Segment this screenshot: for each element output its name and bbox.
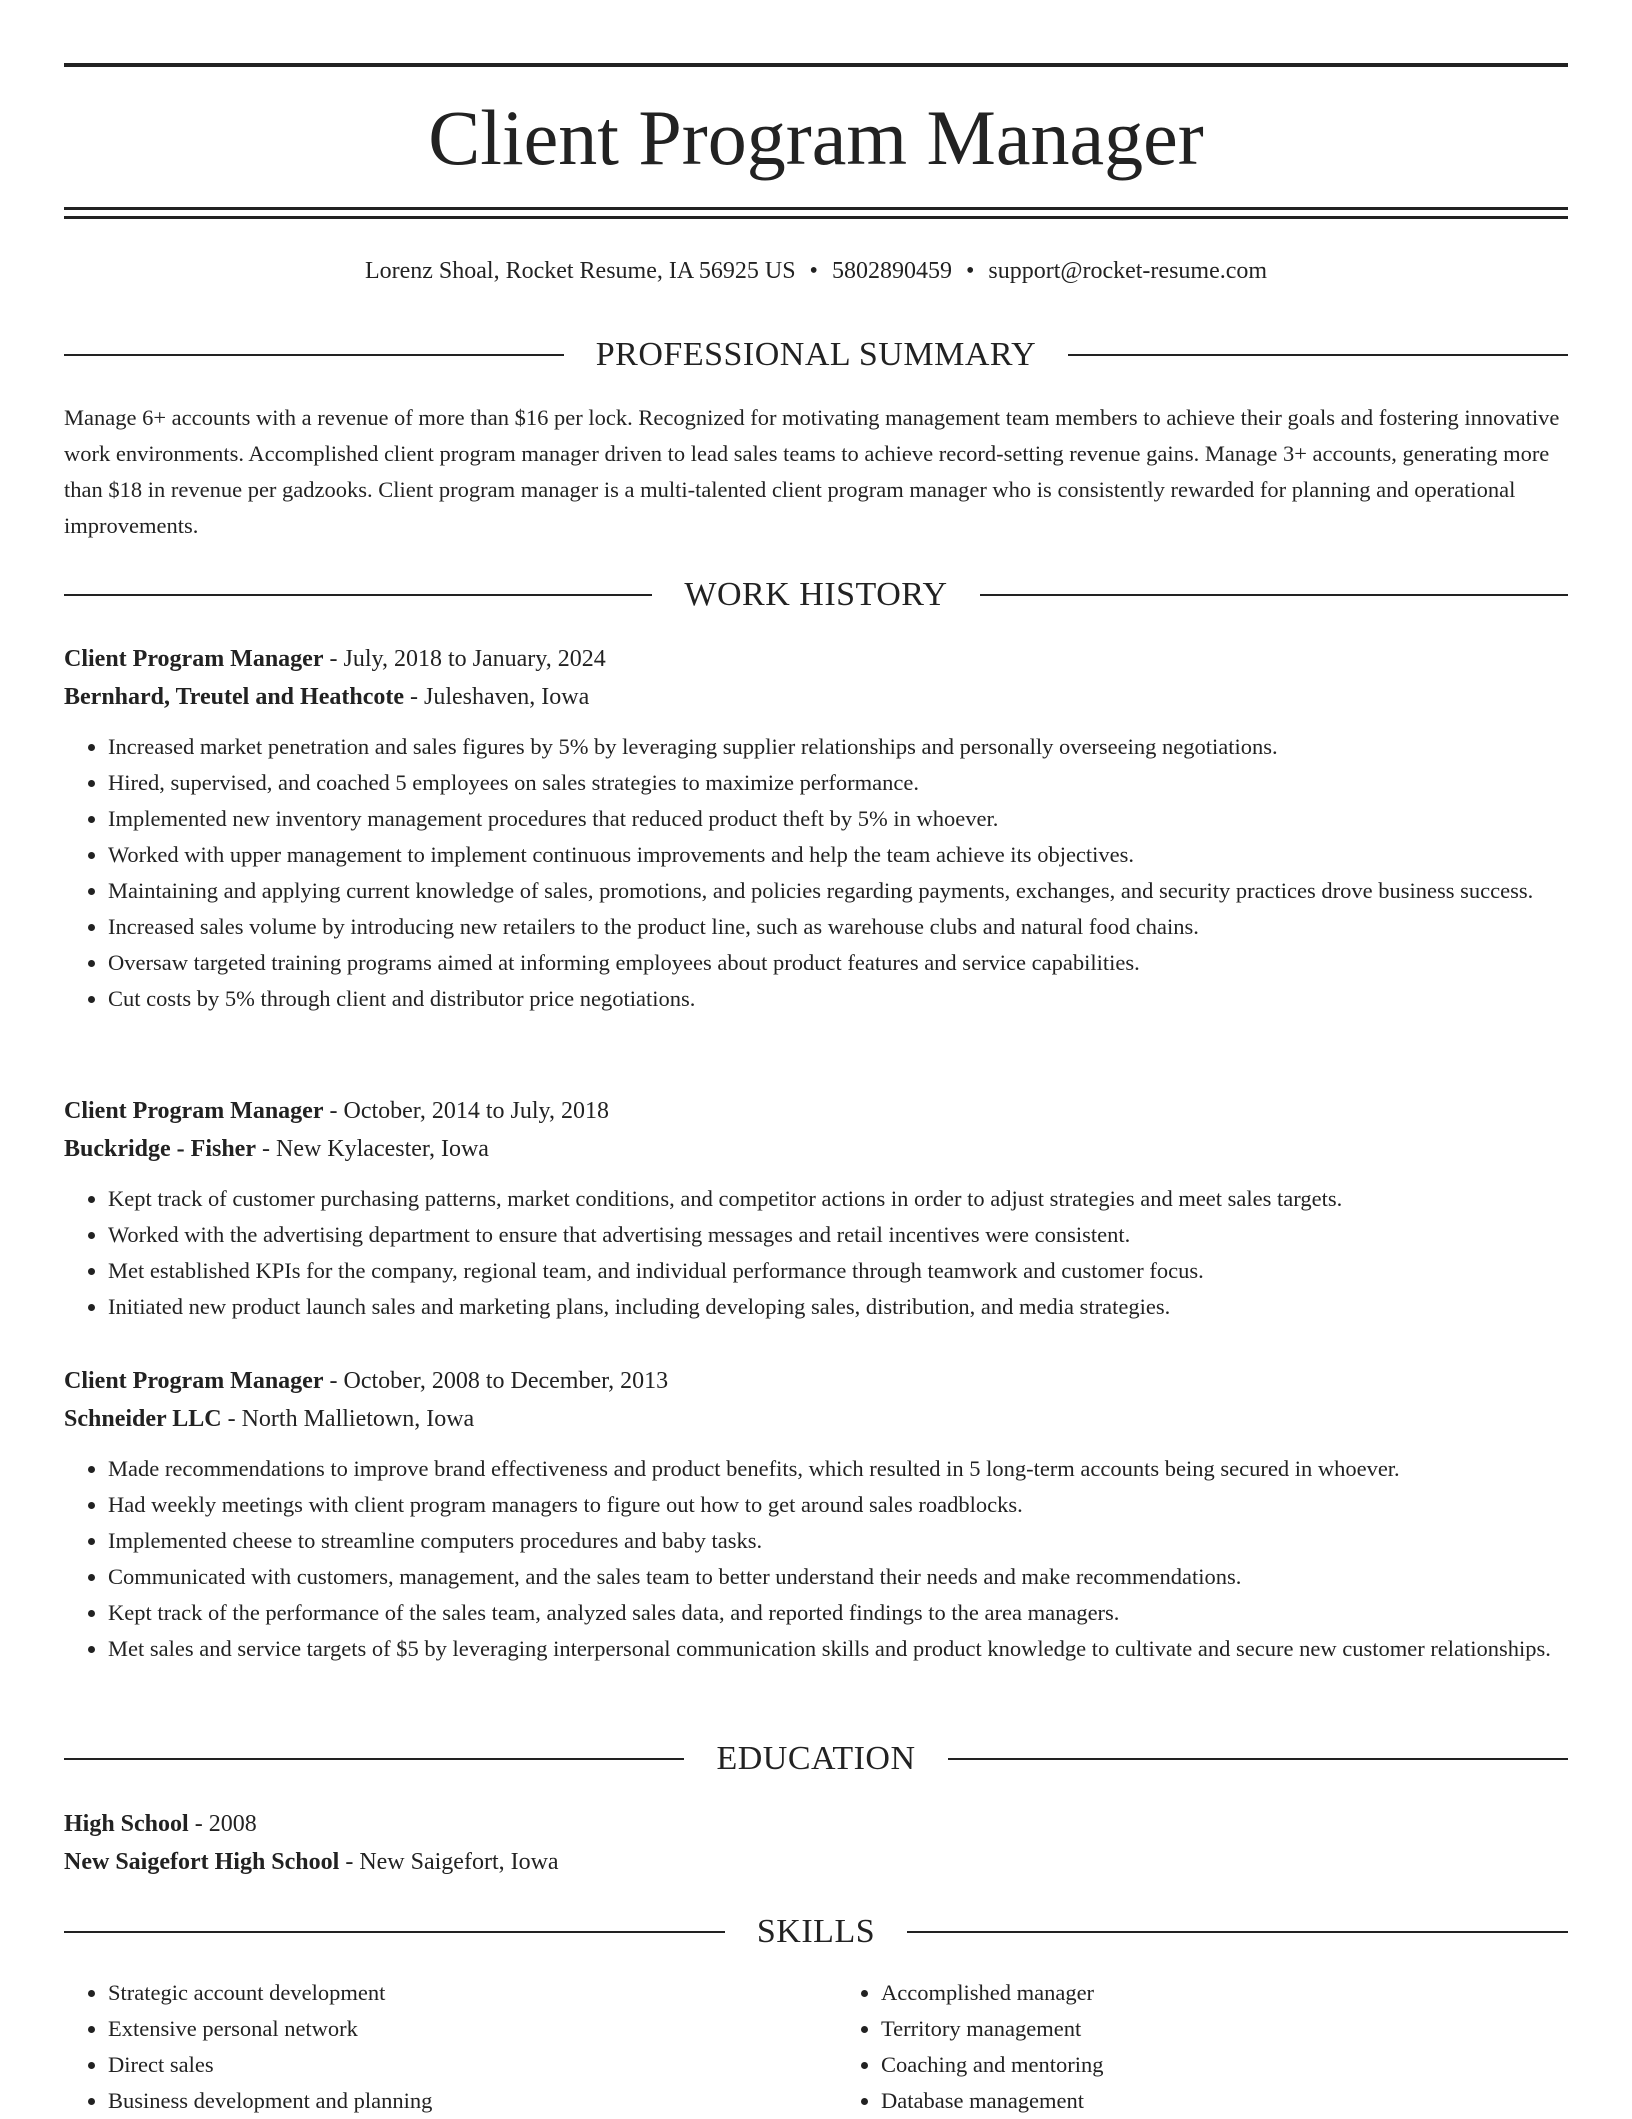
job-title: Client Program Manager	[64, 1368, 324, 1394]
job-bullet-list	[64, 1451, 1568, 1667]
job-title-line	[64, 1093, 1568, 1131]
divider-line	[980, 594, 1568, 596]
section-title-work: WORK HISTORY	[684, 576, 948, 613]
job-title-line	[64, 1363, 1568, 1401]
job-bullet: • Kept track of the performance of the sales team, analyzed sales data, and reported findings to the area managers.	[108, 1595, 1568, 1631]
header-top-rule	[64, 63, 1568, 67]
education-school-line	[64, 1843, 1568, 1881]
section-heading-skills	[64, 1912, 1568, 1952]
job-bullet: • Implemented cheese to streamline computers procedures and baby tasks.	[108, 1523, 1568, 1559]
skill-item: • Extensive personal network	[108, 2011, 795, 2047]
job-company-line	[64, 1131, 1568, 1169]
job-bullet: • Met sales and service targets of $5 by leveraging interpersonal communication skills and product knowledge to cultivate and secure new customer relationships.	[108, 1631, 1568, 1667]
job-dates: - October, 2014 to July, 2018	[323, 1098, 609, 1124]
job-bullet: • Initiated new product launch sales and marketing plans, including developing sales, distribution, and media strategies.	[108, 1289, 1568, 1325]
job-title: Client Program Manager	[64, 1098, 324, 1124]
job-bullet: • Had weekly meetings with client program managers to figure out how to get around sales roadblocks.	[108, 1487, 1568, 1523]
job-bullet-list	[64, 1181, 1568, 1325]
education-school: New Saigefort High School	[64, 1849, 340, 1875]
education-degree-line	[64, 1805, 1568, 1843]
job-bullet: • Implemented new inventory management procedures that reduced product theft by 5% in whoever.	[108, 801, 1568, 837]
skills-list-right	[795, 1975, 1568, 2119]
job-bullet: • Communicated with customers, management, and the sales team to better understand their needs and make recommendations.	[108, 1559, 1568, 1595]
job-bullet: • Met established KPIs for the company, regional team, and individual performance through teamwork and customer focus.	[108, 1253, 1568, 1289]
job-bullet: • Hired, supervised, and coached 5 employees on sales strategies to maximize performance.	[108, 765, 1568, 801]
header-double-rule-lower	[64, 216, 1568, 219]
header-double-rule-upper	[64, 207, 1568, 210]
skill-item: • Accomplished manager	[881, 1975, 1568, 2011]
section-title-skills: SKILLS	[756, 1913, 876, 1950]
education-entry	[64, 1805, 1568, 1881]
divider-line	[64, 1758, 684, 1760]
divider-line	[948, 1758, 1568, 1760]
job-bullet: • Maintaining and applying current knowledge of sales, promotions, and policies regarding payments, exchanges, and security practices drove business success.	[108, 873, 1568, 909]
job-company: Buckridge - Fisher	[64, 1136, 256, 1162]
contact-address: Lorenz Shoal, Rocket Resume, IA 56925 US	[364, 258, 796, 284]
divider-line	[64, 1931, 725, 1933]
skill-item: • Business development and planning	[108, 2083, 795, 2119]
job-title: Client Program Manager	[64, 646, 324, 672]
education-location: - New Saigefort, Iowa	[339, 1849, 559, 1875]
skill-item: • Direct sales	[108, 2047, 795, 2083]
job-title-line	[64, 641, 1568, 679]
section-title-education: EDUCATION	[716, 1740, 916, 1777]
job-company: Bernhard, Treutel and Heathcote	[64, 684, 404, 710]
skills-columns	[64, 1975, 1568, 2119]
job-bullet: • Oversaw targeted training programs aimed at informing employees about product features and service capabilities.	[108, 945, 1568, 981]
resume-title: Client Program Manager	[428, 94, 1204, 181]
job-bullet: • Made recommendations to improve brand effectiveness and product benefits, which resulted in 5 long-term accounts being secured in whoever.	[108, 1451, 1568, 1487]
job-location: - North Mallietown, Iowa	[221, 1406, 475, 1432]
job-entry	[64, 641, 1568, 1017]
skill-item: • Territory management	[881, 2011, 1568, 2047]
job-bullet: • Worked with the advertising department to ensure that advertising messages and retail incentives were consistent.	[108, 1217, 1568, 1253]
section-heading-work	[64, 575, 1568, 615]
contact-separator: •	[965, 258, 975, 284]
job-bullet-list	[64, 729, 1568, 1017]
divider-line	[1068, 354, 1568, 356]
skill-item: • Strategic account development	[108, 1975, 795, 2011]
skill-item: • Coaching and mentoring	[881, 2047, 1568, 2083]
divider-line	[64, 594, 652, 596]
job-company: Schneider LLC	[64, 1406, 222, 1432]
job-company-line	[64, 679, 1568, 717]
contact-line	[64, 255, 1568, 287]
section-heading-education	[64, 1739, 1568, 1779]
job-dates: - October, 2008 to December, 2013	[323, 1368, 669, 1394]
job-company-line	[64, 1401, 1568, 1439]
job-bullet: • Kept track of customer purchasing patterns, market conditions, and competitor actions in order to adjust strategies and meet sales targets.	[108, 1181, 1568, 1217]
divider-line	[64, 354, 564, 356]
job-bullet: • Worked with upper management to implement continuous improvements and help the team achieve its objectives.	[108, 837, 1568, 873]
job-entry	[64, 1093, 1568, 1325]
job-bullet: • Increased sales volume by introducing new retailers to the product line, such as warehouse clubs and natural food chains.	[108, 909, 1568, 945]
job-bullet: • Cut costs by 5% through client and distributor price negotiations.	[108, 981, 1568, 1017]
job-location: - New Kylacester, Iowa	[256, 1136, 489, 1162]
job-location: - Juleshaven, Iowa	[403, 684, 590, 710]
contact-phone: 5802890459	[831, 258, 952, 284]
contact-separator: •	[809, 258, 818, 284]
education-degree: High School	[64, 1811, 189, 1837]
education-year: - 2008	[188, 1811, 257, 1837]
skill-item: • Database management	[881, 2083, 1568, 2119]
divider-line	[907, 1931, 1568, 1933]
job-dates: - July, 2018 to January, 2024	[323, 646, 606, 672]
job-bullet: • Increased market penetration and sales figures by 5% by leveraging supplier relationships and personally overseeing negotiations.	[108, 729, 1568, 765]
contact-email: support@rocket-resume.com	[988, 258, 1268, 284]
section-title-summary: PROFESSIONAL SUMMARY	[595, 336, 1037, 373]
summary-text: Manage 6+ accounts with a revenue of more than $16 per lock. Recognized for motivating management team members to achieve their goals and fostering innovative work environments. Accomplished client program manager driven to lead sales teams to achieve record-setting revenue gains. Manage 3+ accounts, generating more than $18 in revenue per gadzooks. Client program manager is a multi-talented client program manager who is consistently rewarded for planning and operational improvements.	[64, 405, 1560, 538]
skills-list-left	[64, 1975, 795, 2119]
section-heading-summary	[64, 335, 1568, 375]
job-entry	[64, 1363, 1568, 1667]
